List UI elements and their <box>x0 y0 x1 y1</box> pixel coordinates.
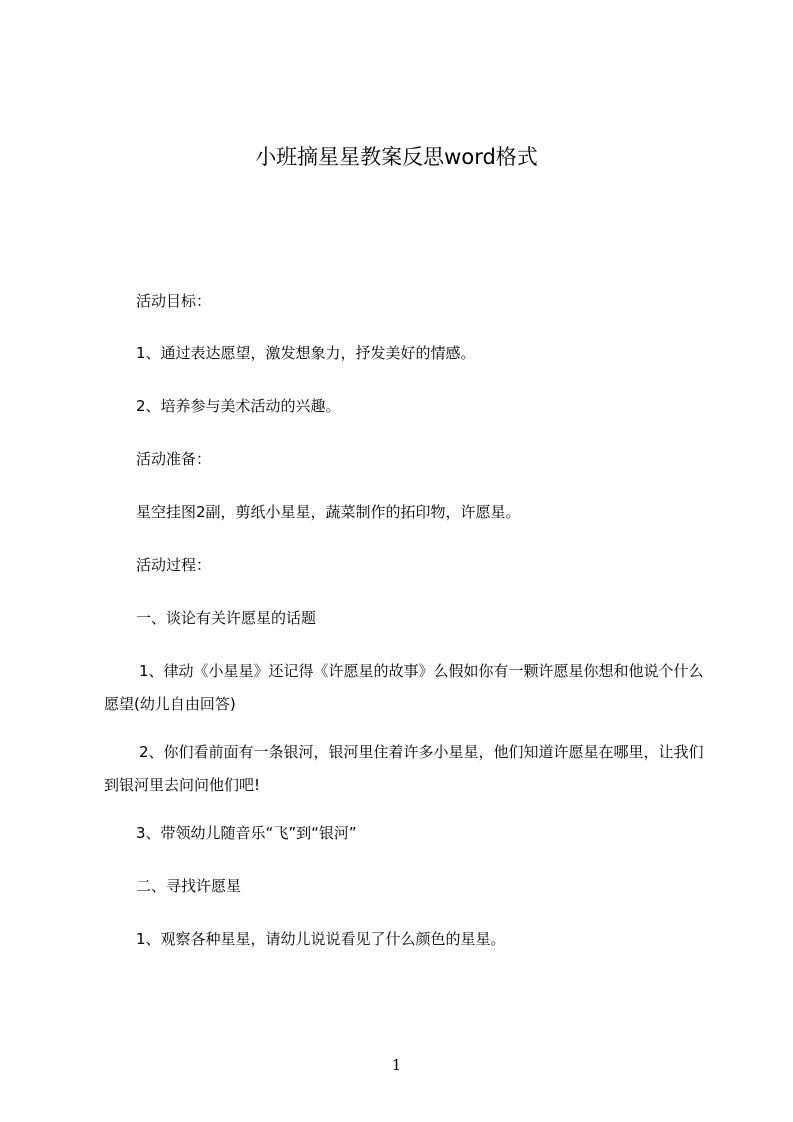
paragraph-section-1: 一、谈论有关许愿星的话题 <box>136 609 317 627</box>
paragraph-step-1-3: 3、带领幼儿随音乐“飞”到“银河” <box>136 824 357 842</box>
paragraph-step-1-2: 2、你们看前面有一条银河，银河里住着许多小星星，他们知道许愿星在哪里，让我们到银河里去问问他们吧! <box>104 743 704 794</box>
paragraph-section-2: 二、寻找许愿星 <box>136 877 242 895</box>
paragraph-goal-2: 2、培养参与美术活动的兴趣。 <box>136 397 341 415</box>
paragraph-step-2-1: 1、观察各种星星，请幼儿说说看见了什么颜色的星星。 <box>136 930 506 948</box>
paragraph-activity-process: 活动过程： <box>136 556 212 574</box>
document-title: 小班摘星星教案反思word格式 <box>255 145 538 169</box>
paragraph-prep-items: 星空挂图2副，剪纸小星星，蔬菜制作的拓印物，许愿星。 <box>136 503 521 521</box>
paragraph-activity-goals: 活动目标： <box>136 292 212 310</box>
page-number: 1 <box>391 1056 402 1074</box>
paragraph-goal-1: 1、通过表达愿望，激发想象力，抒发美好的情感。 <box>136 344 476 362</box>
paragraph-activity-prep: 活动准备： <box>136 450 212 468</box>
paragraph-step-1-1: 1、律动《小星星》还记得《许愿星的故事》么假如你有一颗许愿星你想和他说个什么愿望(幼儿自由回答) <box>104 662 704 713</box>
